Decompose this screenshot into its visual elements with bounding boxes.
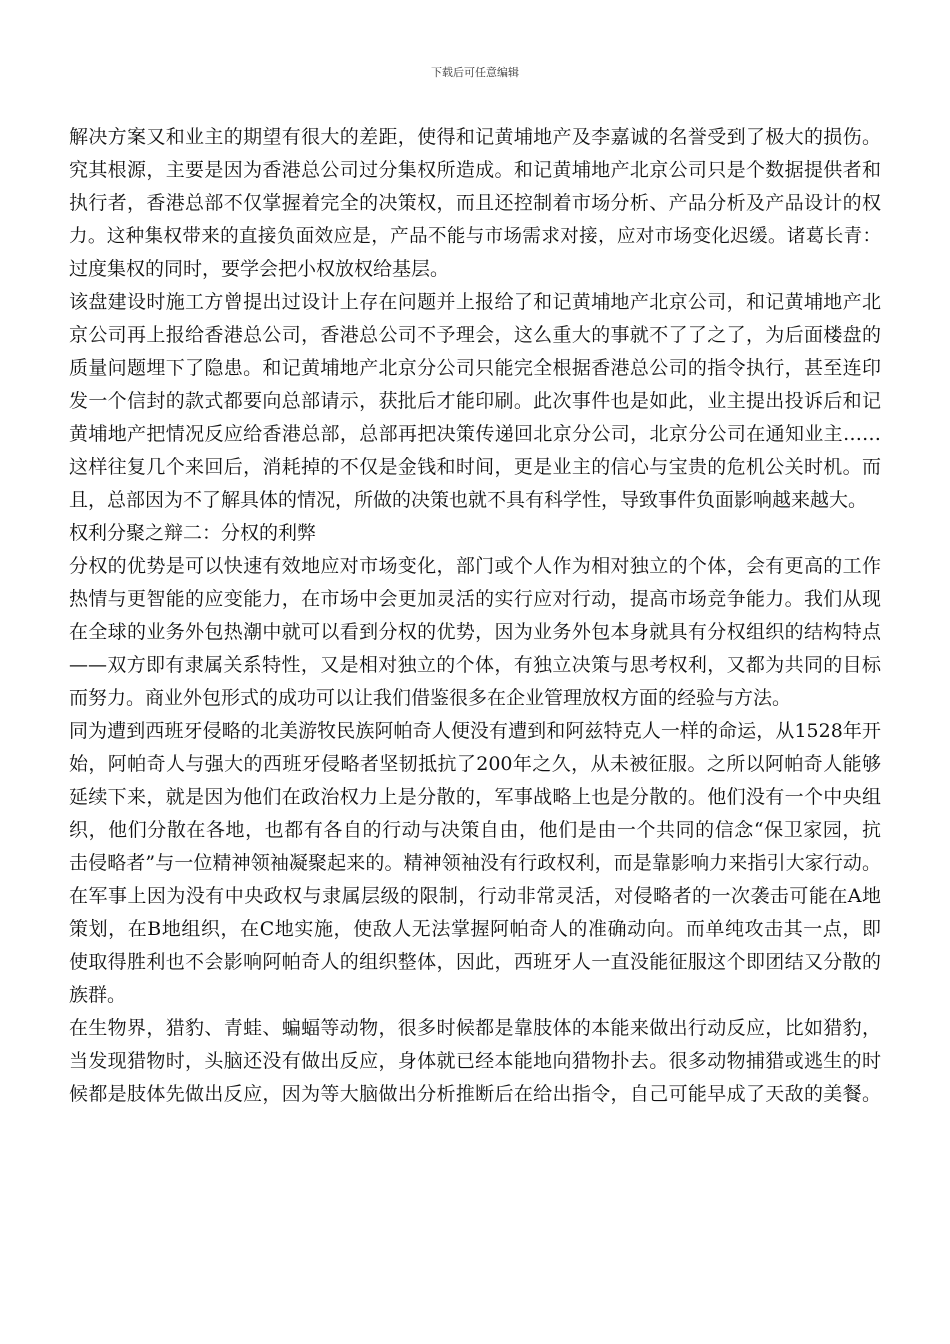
text-line: 力。这种集权带来的直接负面效应是，产品不能与市场需求对接，应对市场变化迟缓。诸葛长青： (69, 226, 881, 247)
text-line: 京公司再上报给香港总公司，香港总公司不予理会，这么重大的事就不了了之了，为后面楼盘的 (69, 324, 881, 346)
text-line: 策划，在B地组织，在C地实施，使敌人无法掌握阿帕奇人的准确动向。而单纯攻击其一点，即 (69, 918, 881, 940)
text-line: 执行者，香港总部不仅掌握着完全的决策权，而且还控制着市场分析、产品分析及产品设计的权 (69, 192, 881, 214)
text-line: 而努力。商业外包形式的成功可以让我们借鉴很多在企业管理放权方面的经验与方法。 (69, 687, 792, 709)
text-line: 该盘建设时施工方曾提出过设计上存在问题并上报给了和记黄埔地产北京公司，和记黄埔地产北 (69, 291, 881, 313)
text-line: 候都是肢体先做出反应，因为等大脑做出分析推断后在给出指令，自己可能早成了天敌的美餐。 (69, 1083, 881, 1105)
text-line: 在生物界，猎豹、青蛙、蝙蝠等动物，很多时候都是靠肢体的本能来做出行动反应，比如猎豹， (69, 1017, 881, 1039)
text-line: 究其根源，主要是因为香港总公司过分集权所造成。和记黄埔地产北京公司只是个数据提供者和 (69, 159, 881, 181)
text-line: 分权的优势是可以快速有效地应对市场变化，部门或个人作为相对独立的个体，会有更高的工作 (69, 555, 881, 577)
paragraph-apache-example (69, 715, 881, 1012)
text-line: 发一个信封的款式都要向总部请示，获批后才能印刷。此次事件也是如此，业主提出投诉后和记 (69, 390, 881, 412)
text-line: 族群。 (69, 984, 127, 1006)
text-line: 过度集权的同时，要学会把小权放权给基层。 (69, 258, 450, 280)
paragraph-biology-example (69, 1012, 881, 1111)
text-line: ——双方即有隶属关系特性，又是相对独立的个体，有独立决策与思考权利，又都为共同的目标 (69, 654, 881, 676)
text-line: 同为遭到西班牙侵略的北美游牧民族阿帕奇人便没有遭到和阿兹特克人一样的命运，从1528年开 (69, 720, 881, 742)
text-line: 使取得胜利也不会影响阿帕奇人的组织整体，因此，西班牙人一直没能征服这个即团结又分散的 (69, 951, 881, 973)
text-line: 在全球的业务外包热潮中就可以看到分权的优势，因为业务外包本身就具有分权组织的结构特点 (69, 621, 881, 643)
text-line: 质量问题埋下了隐患。和记黄埔地产北京分公司只能完全根据香港总公司的指令执行，甚至连印 (69, 357, 881, 379)
text-line: 当发现猎物时，头脑还没有做出反应，身体就已经本能地向猎物扑去。很多动物捕猎或逃生的时 (69, 1050, 881, 1072)
text-line: 且，总部因为不了解具体的情况，所做的决策也就不具有科学性，导致事件负面影响越来越大。 (69, 489, 868, 511)
text-line: 织，他们分散在各地，也都有各自的行动与决策自由，他们是由一个共同的信念“保卫家园，抗 (69, 819, 881, 841)
text-line: 热情与更智能的应变能力，在市场中会更加灵活的实行应对行动，提高市场竞争能力。我们从现 (69, 588, 881, 610)
paragraph-centralization-cause (69, 121, 881, 286)
paragraph-decentralization-advantages (69, 550, 881, 715)
section-heading-text: 权利分聚之辩二：分权的利弊 (69, 522, 317, 544)
text-line: 这样往复几个来回后，消耗掉的不仅是金钱和时间，更是业主的信心与宝贵的危机公关时机。而 (69, 456, 881, 478)
document-body (69, 121, 881, 1111)
text-line: 解决方案又和业主的期望有很大的差距，使得和记黄埔地产及李嘉诚的名誉受到了极大的损伤。 (69, 126, 881, 148)
text-line: 在军事上因为没有中央政权与隶属层级的限制，行动非常灵活，对侵略者的一次袭击可能在A地 (69, 885, 881, 907)
text-line: 黄埔地产把情况反应给香港总部，总部再把决策传递回北京分公司，北京分公司在通知业主…… (69, 423, 881, 445)
section-heading (69, 517, 881, 550)
paragraph-construction-issue (69, 286, 881, 517)
text-line: 始，阿帕奇人与强大的西班牙侵略者坚韧抵抗了200年之久，从未被征服。之所以阿帕奇人能够 (69, 753, 881, 775)
text-line: 延续下来，就是因为他们在政治权力上是分散的，军事战略上也是分散的。他们没有一个中央组 (69, 786, 881, 808)
page-header: 下载后可任意编辑 (431, 66, 519, 79)
text-line: 击侵略者”与一位精神领袖凝聚起来的。精神领袖没有行政权利，而是靠影响力来指引大家行动。 (69, 852, 881, 874)
